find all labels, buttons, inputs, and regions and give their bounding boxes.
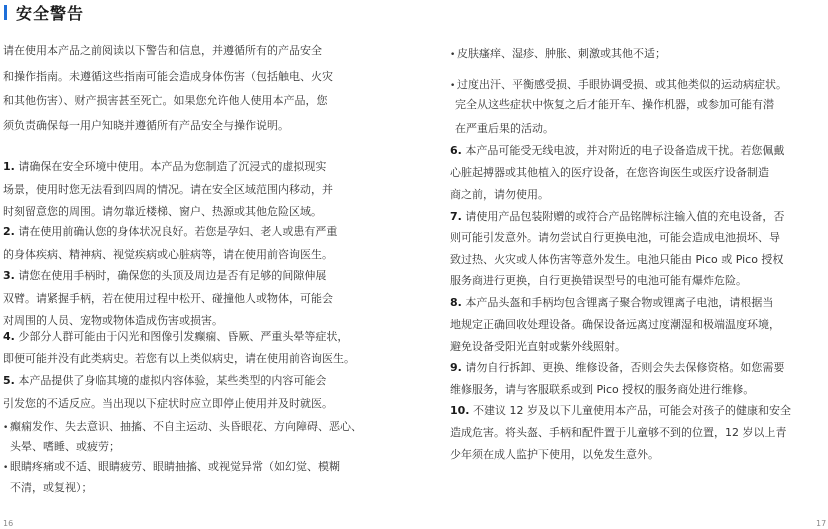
- line-text: 即便可能并没有此类病史。若您有以上类似病史，请在使用前咨询医生。: [3, 352, 355, 365]
- line-text: 引发您的不适反应。当出现以下症状时应立即停止使用并及时就医。: [3, 397, 333, 410]
- left-text-line: [3, 248, 333, 262]
- right-text-line: [450, 383, 754, 397]
- left-text-line: [3, 314, 223, 328]
- item-number: 10.: [450, 404, 470, 417]
- line-text: 完全从这些症状中恢复之后才能开车、操作机器，或参加可能有潜: [455, 98, 774, 111]
- right-text-line: [450, 253, 783, 267]
- line-text: 不清，或复视）；: [10, 481, 93, 494]
- line-text: 皮肤瘙痒、湿疹、肿胀、刺激或其他不适；: [457, 47, 666, 60]
- line-text: 头晕、嗜睡、或疲劳；: [10, 440, 120, 453]
- line-text: 在严重后果的活动。: [455, 122, 554, 135]
- right-text-line: [450, 340, 626, 354]
- right-text-line: [450, 78, 787, 93]
- left-text-line: [3, 269, 326, 283]
- line-text: 时刻留意您的周围。请勿靠近楼梯、窗户、热源或其他危险区域。: [3, 205, 322, 218]
- line-text: 请确保在安全环境中使用。本产品为您制造了沉浸式的虚拟现实: [14, 160, 327, 173]
- line-text: 须负责确保每一用户知晓并遵循所有产品安全与操作说明。: [3, 119, 289, 132]
- page-title: 安全警告: [16, 3, 85, 23]
- line-text: 癫痫发作、失去意识、抽搐、不自主运动、头昏眼花、方向障碍、恶心、: [10, 420, 362, 433]
- right-text-line: [455, 98, 774, 112]
- line-text: 眼睛疼痛或不适、眼睛疲劳、眼睛抽搐、或视觉异常（如幻觉、模糊: [10, 460, 340, 473]
- line-text: 对周围的人员、宠物或物体造成伤害或损害。: [3, 314, 223, 327]
- left-text-line: [3, 352, 355, 366]
- bullet-marker: •: [3, 463, 9, 473]
- line-text: 少部分人群可能由于闪光和图像引发癫痫、昏厥、严重头晕等症状，: [14, 330, 349, 343]
- bullet-marker: •: [3, 423, 9, 433]
- right-text-line: [450, 361, 784, 375]
- left-text-line: [3, 225, 337, 239]
- line-text: 本产品可能受无线电波，并对附近的电子设备造成干扰。若您佩戴: [461, 144, 785, 157]
- line-text: 造成危害。将头盔、手柄和配件置于儿童够不到的位置，12 岁以上青: [450, 426, 787, 439]
- line-text: 双臂。请紧握手柄，若在使用过程中松开、碰撞他人或物体，可能会: [3, 292, 333, 305]
- left-text-line: [3, 94, 328, 108]
- line-text: 致过热、火灾或人体伤害等意外发生。电池只能由 Pico 或 Pico 授权: [450, 253, 784, 266]
- left-text-line: [10, 481, 93, 495]
- left-text-line: [3, 420, 362, 435]
- left-text-line: [3, 460, 340, 475]
- page-header: [4, 3, 84, 21]
- line-text: 服务商进行更换，自行更换错误型号的电池可能有爆炸危险。: [450, 274, 747, 287]
- item-number: 6.: [450, 144, 462, 157]
- right-text-line: [450, 448, 659, 462]
- item-number: 3.: [3, 269, 15, 282]
- left-text-line: [3, 397, 333, 411]
- line-text: 请您在使用手柄时，确保您的头顶及周边是否有足够的间隙伸展: [14, 269, 327, 282]
- page-number-left: 16: [3, 519, 14, 528]
- right-text-line: [450, 426, 787, 440]
- right-text-line: [450, 274, 747, 288]
- line-text: 不建议 12 岁及以下儿童使用本产品，可能会对孩子的健康和安全: [469, 404, 791, 417]
- left-text-line: [3, 44, 322, 58]
- line-text: 场景，使用时您无法看到四周的情况。请在安全区域范围内移动，并: [3, 183, 333, 196]
- line-text: 少年须在成人监护下使用，以免发生意外。: [450, 448, 659, 461]
- left-text-line: [3, 205, 322, 219]
- line-text: 本产品头盔和手柄均包含锂离子聚合物或锂离子电池，请根据当: [461, 296, 774, 309]
- line-text: 则可能引发意外。请勿尝试自行更换电池，可能会造成电池损坏、导: [450, 231, 780, 244]
- line-text: 商之前，请勿使用。: [450, 188, 549, 201]
- item-number: 8.: [450, 296, 462, 309]
- left-text-line: [3, 330, 348, 344]
- right-text-line: [450, 166, 769, 180]
- item-number: 4.: [3, 330, 15, 343]
- left-text-line: [3, 119, 289, 133]
- line-text: 地规定正确回收处理设备。确保设备远离过度潮湿和极端温度环境，: [450, 318, 780, 331]
- right-text-line: [450, 188, 549, 202]
- item-number: 7.: [450, 210, 462, 223]
- item-number: 2.: [3, 225, 15, 238]
- left-text-line: [3, 292, 333, 306]
- left-text-line: [3, 70, 333, 84]
- left-text-line: [3, 183, 333, 197]
- right-text-line: [455, 122, 554, 136]
- line-text: 请在使用前确认您的身体状况良好。若您是孕妇、老人或患有严重: [14, 225, 338, 238]
- line-text: 避免设备受阳光直射或紫外线照射。: [450, 340, 626, 353]
- line-text: 请勿自行拆卸、更换、维修设备，否则会失去保修资格。如您需要: [461, 361, 785, 374]
- left-text-line: [3, 374, 326, 388]
- item-number: 5.: [3, 374, 15, 387]
- left-text-line: [3, 160, 326, 174]
- line-text: 请在使用本产品之前阅读以下警告和信息，并遵循所有的产品安全: [3, 44, 322, 57]
- line-text: 和操作指南。未遵循这些指南可能会造成身体伤害（包括触电、火灾: [3, 70, 333, 83]
- right-text-line: [450, 210, 784, 224]
- right-text-line: [450, 296, 773, 310]
- right-text-line: [450, 404, 791, 418]
- page-number-right: 17: [816, 519, 827, 528]
- title-accent-bar: [4, 5, 7, 20]
- right-text-line: [450, 318, 780, 332]
- item-number: 1.: [3, 160, 15, 173]
- left-text-line: [10, 440, 120, 454]
- line-text: 本产品提供了身临其境的虚拟内容体验，某些类型的内容可能会: [14, 374, 327, 387]
- line-text: 请使用产品包装附赠的或符合产品铭牌标注输入值的充电设备，否: [461, 210, 785, 223]
- line-text: 维修服务，请与客服联系或到 Pico 授权的服务商处进行维修。: [450, 383, 755, 396]
- right-text-line: [450, 231, 780, 245]
- line-text: 过度出汗、平衡感受损、手眼协调受损、或其他类似的运动病症状。: [457, 78, 787, 91]
- item-number: 9.: [450, 361, 462, 374]
- bullet-marker: •: [450, 81, 456, 91]
- right-text-line: [450, 144, 784, 158]
- bullet-marker: •: [450, 50, 456, 60]
- line-text: 心脏起搏器或其他植入的医疗设备，在您咨询医生或医疗设备制造: [450, 166, 769, 179]
- right-text-line: [450, 47, 666, 62]
- line-text: 和其他伤害）、财产损害甚至死亡。如果您允许他人使用本产品，您: [3, 94, 328, 107]
- line-text: 的身体疾病、精神病、视觉疾病或心脏病等，请在使用前咨询医生。: [3, 248, 333, 261]
